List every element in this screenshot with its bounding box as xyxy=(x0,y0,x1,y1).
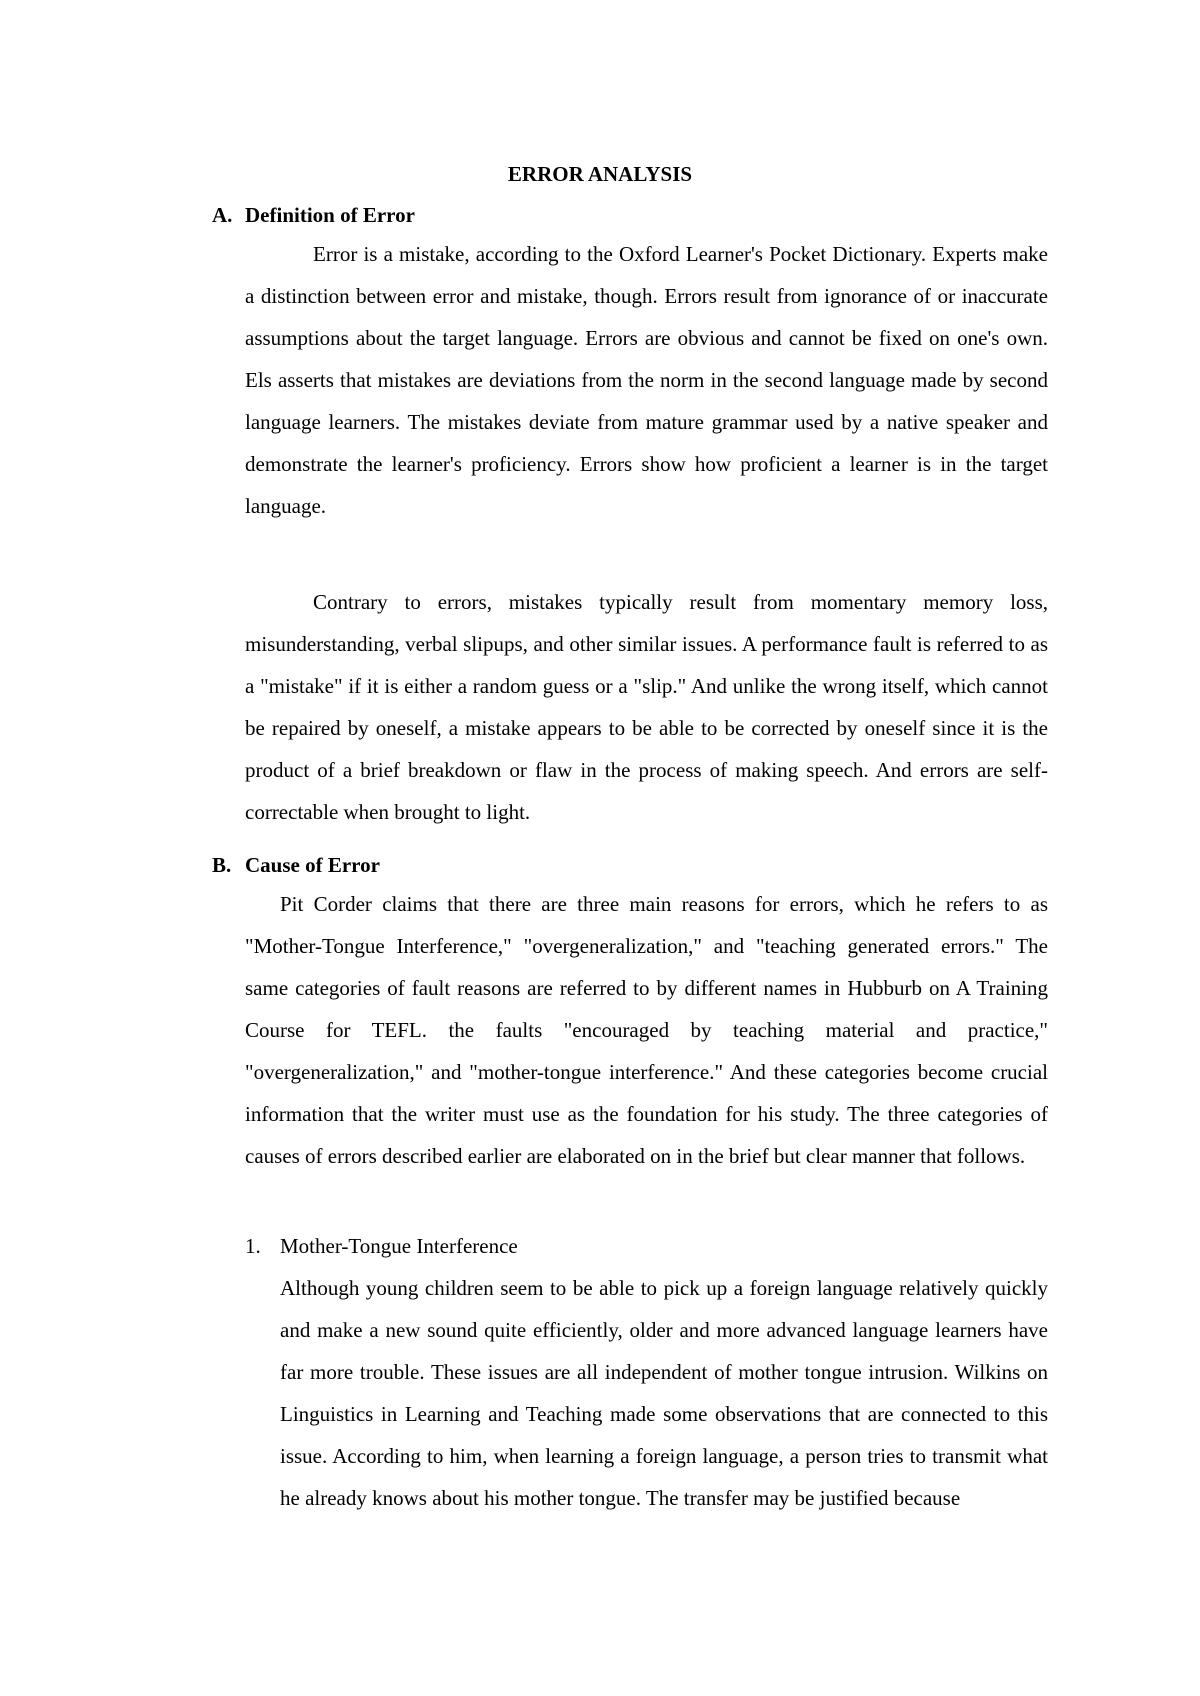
section-a-title: Definition of Error xyxy=(245,203,415,227)
list-item-1-marker: 1. xyxy=(245,1234,261,1258)
list-item-1-title: Mother-Tongue Interference xyxy=(280,1234,518,1258)
section-a-paragraph-1: Error is a mistake, according to the Oxford Learner's Pocket Dictionary. Experts make a distinction between error and mistake, though. Errors result from ignorance of or inaccurate assumptions about the target language. Errors are obvious and cannot be fixed on one's own. Els asserts that mistakes are deviations from the norm in the second language made by second language learners. The mistakes deviate from mature grammar used by a native speaker and demonstrate the learner's proficiency. Errors show how proficient a learner is in the target language. xyxy=(245,242,1048,518)
section-b-title: Cause of Error xyxy=(245,853,380,877)
section-b-paragraph: Pit Corder claims that there are three main reasons for errors, which he refers to as "Mother-Tongue Interference," "overgeneralization," and "teaching generated errors." The same categories of fault reasons are referred to by different names in Hubburb on A Training Course for TEFL. the faults "encouraged by teaching material and practice," "overgeneralization," and "mother-tongue interference." And these categories become crucial information that the writer must use as the foundation for his study. The three categories of causes of errors described earlier are elaborated on in the brief but clear manner that follows. xyxy=(245,892,1048,1168)
section-a-marker: A. xyxy=(212,203,233,227)
page-title: ERROR ANALYSIS xyxy=(507,162,693,186)
section-a-paragraph-2: Contrary to errors, mistakes typically result from momentary memory loss, misunderstanding, verbal slipups, and other similar issues. A performance fault is referred to as a "mistake" if it is either a random guess or a "slip." And unlike the wrong itself, which cannot be repaired by oneself, a mistake appears to be able to be corrected by oneself since it is the product of a brief breakdown or flaw in the process of making speech. And errors are self-correctable when brought to light. xyxy=(245,590,1048,824)
section-a-heading xyxy=(212,201,415,229)
list-item-1-heading xyxy=(245,1225,1048,1267)
list-item-1-body: Although young children seem to be able to pick up a foreign language relatively quickly and make a new sound quite efficiently, older and more advanced language learners have far more trouble. These issues are all independent of mother tongue intrusion. Wilkins on Linguistics in Learning and Teaching made some observations that are connected to this issue. According to him, when learning a foreign language, a person tries to transmit what he already knows about his mother tongue. The transfer may be justified because xyxy=(280,1276,1048,1510)
section-b-heading xyxy=(212,851,380,879)
section-b-marker: B. xyxy=(212,853,232,877)
